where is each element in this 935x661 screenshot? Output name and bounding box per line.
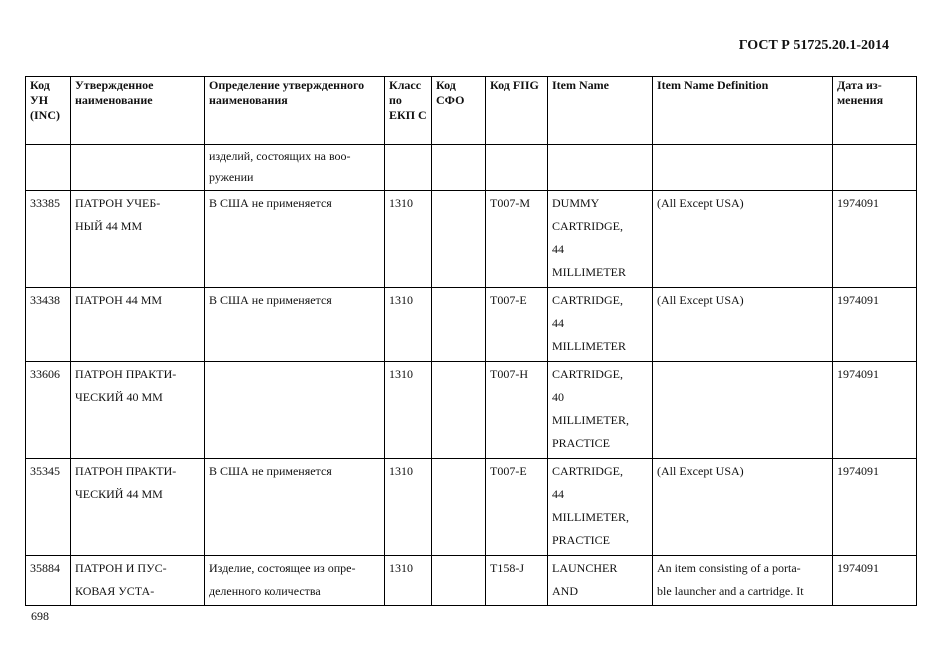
item-name-line: 44 bbox=[552, 487, 564, 501]
name-line: КОВАЯ УСТА- bbox=[75, 584, 155, 598]
cell-item-name bbox=[548, 556, 653, 606]
document-header: ГОСТ Р 51725.20.1-2014 bbox=[738, 38, 889, 53]
table-row bbox=[26, 556, 917, 606]
cell-name bbox=[71, 288, 205, 362]
cell-item-name-definition bbox=[653, 191, 833, 288]
item-name-line: CARTRIDGE, bbox=[552, 464, 623, 478]
cell-definition bbox=[205, 459, 385, 556]
item-name-line: 40 bbox=[552, 390, 564, 404]
cell-code: 33385 bbox=[26, 191, 71, 288]
cell-change-date: 1974091 bbox=[833, 191, 917, 288]
cell-fiig bbox=[486, 145, 548, 191]
cell-sfo bbox=[432, 145, 486, 191]
name-line: ПАТРОН 44 ММ bbox=[75, 293, 163, 307]
cell-definition bbox=[205, 556, 385, 606]
cell-sfo bbox=[432, 556, 486, 606]
item-name-line: LAUNCHER bbox=[552, 561, 618, 575]
cell-code: 33438 bbox=[26, 288, 71, 362]
table-row-continuation bbox=[26, 145, 917, 191]
cell-class: 1310 bbox=[385, 459, 432, 556]
cell-code: 33606 bbox=[26, 362, 71, 459]
header-row bbox=[26, 77, 917, 145]
name-line: НЫЙ 44 ММ bbox=[75, 219, 143, 233]
item-definition-line: (All Except USA) bbox=[657, 464, 744, 478]
cell-fiig: T007-M bbox=[486, 191, 548, 288]
item-name-line: DUMMY bbox=[552, 196, 600, 210]
column-header-item-name: Item Name bbox=[548, 77, 653, 145]
cell-change-date: 1974091 bbox=[833, 556, 917, 606]
table-row bbox=[26, 191, 917, 288]
table-row bbox=[26, 459, 917, 556]
cell-item-name-definition bbox=[653, 459, 833, 556]
cell-sfo bbox=[432, 191, 486, 288]
column-header-definition: Определение утвержденного наименования bbox=[205, 77, 385, 145]
item-name-line: MILLIMETER bbox=[552, 265, 626, 279]
cell-class: 1310 bbox=[385, 288, 432, 362]
item-definition-line: An item consisting of a porta- bbox=[657, 561, 801, 575]
cell-name bbox=[71, 556, 205, 606]
column-header-approved-name: Утвержденное наименование bbox=[71, 77, 205, 145]
cell-fiig: T158-J bbox=[486, 556, 548, 606]
cell-code: 35345 bbox=[26, 459, 71, 556]
column-header-item-name-definition: Item Name Definition bbox=[653, 77, 833, 145]
name-line: ПАТРОН ПРАКТИ- bbox=[75, 367, 177, 381]
cell-definition bbox=[205, 288, 385, 362]
item-name-line: MILLIMETER, bbox=[552, 510, 629, 524]
cell-item-name bbox=[548, 362, 653, 459]
cell-class: 1310 bbox=[385, 362, 432, 459]
data-table bbox=[25, 76, 917, 606]
definition-line: Изделие, состоящее из опре- bbox=[209, 561, 356, 575]
cell-fiig: T007-H bbox=[486, 362, 548, 459]
name-line: ЧЕСКИЙ 40 ММ bbox=[75, 390, 163, 404]
cell-change-date bbox=[833, 145, 917, 191]
cell-class: 1310 bbox=[385, 556, 432, 606]
cell-item-name bbox=[548, 288, 653, 362]
cell-class bbox=[385, 145, 432, 191]
item-name-line: PRACTICE bbox=[552, 533, 611, 547]
table-row bbox=[26, 362, 917, 459]
cell-definition bbox=[205, 145, 385, 191]
cell-item-name-definition bbox=[653, 556, 833, 606]
cell-code bbox=[26, 145, 71, 191]
definition-line: В США не применяется bbox=[209, 464, 332, 478]
table-body bbox=[26, 145, 917, 606]
name-line: ПАТРОН УЧЕБ- bbox=[75, 196, 161, 210]
cell-item-name bbox=[548, 191, 653, 288]
item-name-line: CARTRIDGE, bbox=[552, 219, 623, 233]
cell-change-date: 1974091 bbox=[833, 362, 917, 459]
cell-item-name bbox=[548, 459, 653, 556]
page-number: 698 bbox=[31, 609, 49, 623]
cell-name bbox=[71, 459, 205, 556]
item-name-line: PRACTICE bbox=[552, 436, 611, 450]
item-name-line: CARTRIDGE, bbox=[552, 293, 623, 307]
item-name-line: 44 bbox=[552, 242, 564, 256]
cell-fiig: T007-E bbox=[486, 288, 548, 362]
item-definition-line: ble launcher and a cartridge. It bbox=[657, 584, 804, 598]
cell-definition bbox=[205, 191, 385, 288]
column-header-class: Класс по ЕКП С bbox=[385, 77, 432, 145]
item-definition-line: (All Except USA) bbox=[657, 196, 744, 210]
item-name-line: CARTRIDGE, bbox=[552, 367, 623, 381]
cell-name bbox=[71, 191, 205, 288]
column-header-fiig: Код FIIG bbox=[486, 77, 548, 145]
cell-item-name bbox=[548, 145, 653, 191]
definition-line: В США не применяется bbox=[209, 293, 332, 307]
cell-sfo bbox=[432, 288, 486, 362]
cell-item-name-definition bbox=[653, 362, 833, 459]
cell-name bbox=[71, 145, 205, 191]
name-line: ПАТРОН И ПУС- bbox=[75, 561, 167, 575]
name-line: ЧЕСКИЙ 44 ММ bbox=[75, 487, 163, 501]
column-header-sfo: Код СФО bbox=[432, 77, 486, 145]
cell-change-date: 1974091 bbox=[833, 288, 917, 362]
cell-class: 1310 bbox=[385, 191, 432, 288]
definition-line: В США не применяется bbox=[209, 196, 332, 210]
cell-name bbox=[71, 362, 205, 459]
item-name-line: MILLIMETER bbox=[552, 339, 626, 353]
cell-definition bbox=[205, 362, 385, 459]
column-header-change-date: Дата из- менения bbox=[833, 77, 917, 145]
cell-item-name-definition bbox=[653, 288, 833, 362]
item-name-line: 44 bbox=[552, 316, 564, 330]
item-name-line: AND bbox=[552, 584, 578, 598]
definition-line: ружении bbox=[209, 170, 254, 184]
cell-fiig: T007-E bbox=[486, 459, 548, 556]
cell-sfo bbox=[432, 362, 486, 459]
cell-code: 35884 bbox=[26, 556, 71, 606]
table-row bbox=[26, 288, 917, 362]
definition-line: деленного количества bbox=[209, 584, 321, 598]
name-line: ПАТРОН ПРАКТИ- bbox=[75, 464, 177, 478]
item-name-line: MILLIMETER, bbox=[552, 413, 629, 427]
cell-sfo bbox=[432, 459, 486, 556]
cell-change-date: 1974091 bbox=[833, 459, 917, 556]
definition-line: изделий, состоящих на воо- bbox=[209, 149, 351, 163]
cell-item-name-definition bbox=[653, 145, 833, 191]
item-definition-line: (All Except USA) bbox=[657, 293, 744, 307]
column-header-code: Код УН (INC) bbox=[26, 77, 71, 145]
